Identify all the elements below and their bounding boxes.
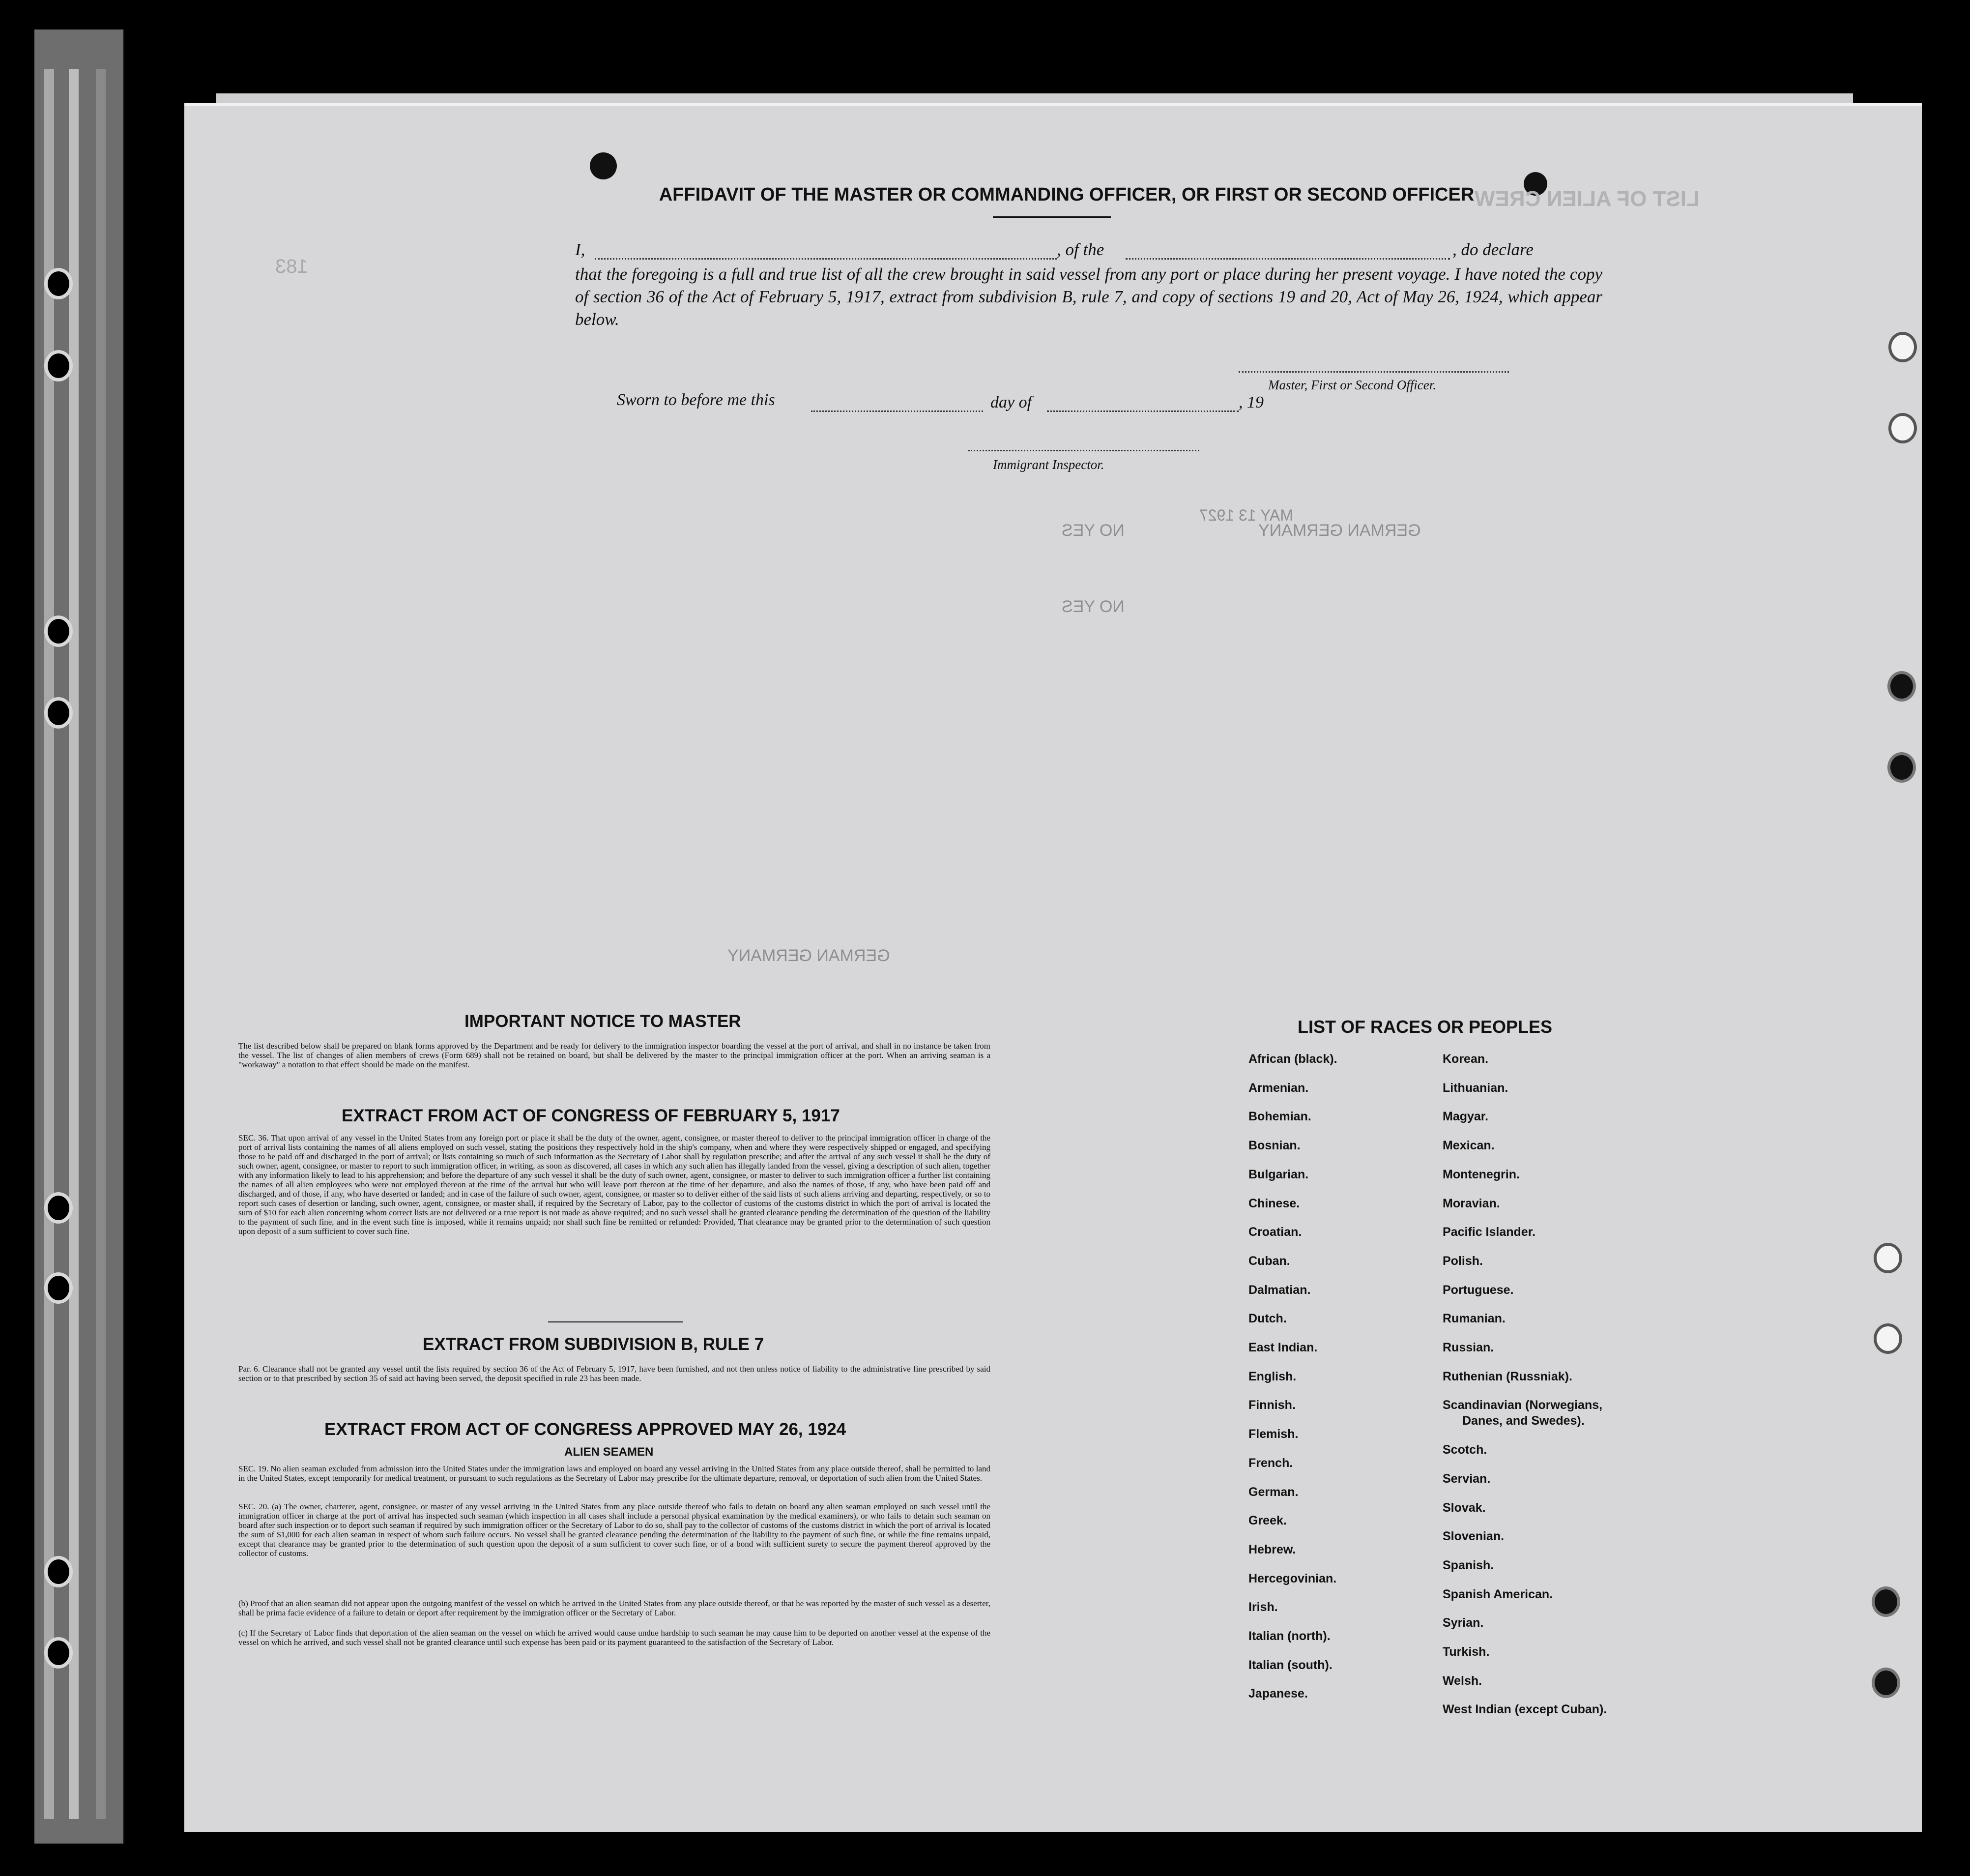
race-item: Italian (north). bbox=[1248, 1629, 1331, 1643]
binder-hole-icon bbox=[44, 1556, 73, 1587]
binder-strip bbox=[44, 69, 54, 1819]
race-item: German. bbox=[1248, 1485, 1299, 1499]
act-1917-text: SEC. 36. That upon arrival of any vessel in the United States from any foreign port or place it shall be the duty of the owner, agent, consignee, or master thereof to deliver to the principal immigration officer in charge of the port of arrival lists containing the names of all aliens employed on such vessel, stating the positions they respectively hold in the ship's company, when and where they were respectively shipped or engaged, and specifying those to be paid off and discharged in the port of arrival; or lists containing so much of such information as the Secretary of Labor shall by regulation prescribe; and after the arrival of any such vessel it shall be the duty of such owner, agent, consignee, or master to report to such immigration officer, in writing, as soon as discovered, all cases in which any such alien has illegally landed from the vessel, giving a description of such alien, together with any information likely to lead to his apprehension; and before the departure of any such vessel it shall be the duty of such owner, agent, consignee, or master to deliver to such immigration officer a further list containing the names of all alien employees who were not employed thereon at the time of the arrival but who will leave port thereon at the time of her departure, and also the names of those, if any, who have been paid off and discharged, and of those, if any, who have deserted or landed; and in case of the failure of such owner, agent, consignee, or master so to deliver either of the said lists of such aliens arriving and departing, respectively, or so to report such cases of desertion or landing, such owner, agent, consignee, or master shall, if required by the Secretary of Labor, pay to the collector of customs of the customs district in which the port of arrival is located the sum of $10 for each alien concerning whom correct lists are not delivered or a true report is not made as above required; and no such vessel shall be granted clearance pending the determination of the question of the liability to the payment of such fine, and in the event such fine is imposed, while it remains unpaid; nor shall such fine be remitted or refunded: Provided, That clearance may be granted prior to the determination of such question upon deposit of a sum sufficient to cover such fine. bbox=[238, 1133, 990, 1236]
race-item: Servian. bbox=[1443, 1471, 1491, 1486]
binder-hole-icon bbox=[44, 268, 73, 299]
race-item: East Indian. bbox=[1248, 1341, 1318, 1354]
officer-signature-field[interactable] bbox=[1239, 371, 1509, 373]
race-item: Japanese. bbox=[1248, 1687, 1308, 1701]
race-item: Ruthenian (Russniak). bbox=[1443, 1369, 1572, 1383]
inspector-caption: Immigrant Inspector. bbox=[993, 457, 1104, 472]
race-item: Croatian. bbox=[1248, 1225, 1302, 1239]
binder-strip bbox=[96, 69, 106, 1819]
act-1917-title: EXTRACT FROM ACT OF CONGRESS OF FEBRUARY 5, 1917 bbox=[342, 1106, 840, 1125]
sworn-month-field[interactable] bbox=[1047, 410, 1239, 412]
punch-hole-icon bbox=[1872, 1668, 1900, 1698]
race-item: Spanish. bbox=[1443, 1558, 1494, 1572]
affidavit-body: that the foregoing is a full and true list of all the crew brought in said vessel from any port or place during her present voyage. I have noted the copy of section 36 of the Act of February 5, 1917, extract from subdivision B, rule 7, and copy of sections 19 and 20, Act of May 26, 1924, which appear below. bbox=[575, 264, 1602, 329]
race-item: Slovenian. bbox=[1443, 1529, 1505, 1544]
binder-hole-icon bbox=[44, 1637, 73, 1669]
bleed-number: 183 bbox=[275, 256, 308, 277]
race-item: Bulgarian. bbox=[1248, 1167, 1309, 1181]
race-item: Rumanian. bbox=[1443, 1312, 1506, 1326]
officer-caption: Master, First or Second Officer. bbox=[1268, 378, 1436, 392]
race-item: Magyar. bbox=[1443, 1110, 1489, 1124]
race-item: Bohemian. bbox=[1248, 1110, 1311, 1124]
document-sheet bbox=[184, 103, 1922, 1832]
races-title: LIST OF RACES OR PEOPLES bbox=[1298, 1017, 1553, 1037]
race-item: Moravian. bbox=[1443, 1196, 1500, 1210]
bleed-nationality: GERMAN GERMANY bbox=[1258, 521, 1421, 540]
affidavit-title: AFFIDAVIT OF THE MASTER OR COMMANDING OFFICER, OR FIRST OR SECOND OFFICER bbox=[659, 184, 1475, 205]
rule-7-title: EXTRACT FROM SUBDIVISION B, RULE 7 bbox=[423, 1335, 764, 1354]
race-item: Syrian. bbox=[1443, 1616, 1484, 1630]
race-item: Finnish. bbox=[1248, 1398, 1296, 1412]
punch-hole-icon bbox=[1874, 1323, 1902, 1354]
divider bbox=[548, 1321, 683, 1322]
day-of-label: day of bbox=[990, 393, 1032, 411]
race-item: Dutch. bbox=[1248, 1312, 1287, 1326]
race-item: Armenian. bbox=[1248, 1081, 1309, 1095]
act-1924-sec-20b: (b) Proof that an alien seaman did not appear upon the outgoing manifest of the vessel on which he arrived in the United States from any place outside thereof, or that he was reported by the master of such vessel as a deserter, shall be prima facie evidence of a failure to detain or deport after requirement by the immigration officer or the Secretary of Labor. bbox=[238, 1599, 990, 1617]
race-item: Pacific Islander. bbox=[1443, 1225, 1535, 1239]
affidavit-declare-label: , do declare bbox=[1452, 240, 1534, 259]
act-1924-subtitle: ALIEN SEAMEN bbox=[564, 1445, 654, 1459]
race-item: Italian (south). bbox=[1248, 1658, 1333, 1672]
race-item: Spanish American. bbox=[1443, 1587, 1553, 1601]
race-item: Mexican. bbox=[1443, 1139, 1495, 1153]
race-item: African (black). bbox=[1248, 1052, 1337, 1066]
race-item: Lithuanian. bbox=[1443, 1081, 1508, 1095]
binder-strip bbox=[69, 69, 79, 1819]
bleed-answer: NO YES bbox=[1062, 521, 1125, 540]
race-item: Cuban. bbox=[1248, 1254, 1290, 1268]
race-item: Hercegovinian. bbox=[1248, 1571, 1337, 1585]
sworn-label: Sworn to before me this bbox=[617, 391, 775, 409]
inspector-signature-field[interactable] bbox=[968, 450, 1199, 451]
bleed-answer: NO YES bbox=[1062, 597, 1125, 616]
race-item: English. bbox=[1248, 1369, 1297, 1383]
race-item: Flemish. bbox=[1248, 1427, 1299, 1441]
divider bbox=[993, 216, 1111, 218]
act-1924-sec-20c: (c) If the Secretary of Labor finds that deportation of the alien seaman on the vessel on which he arrived would cause undue hardship to such seaman he may cause him to be deported on another vessel at the expense of the vessel on which he arrived, and such vessel shall not be granted clearance until such expense has been paid or its payment guaranteed to the satisfaction of the Secretary of Labor. bbox=[238, 1628, 990, 1647]
act-1924-sec-19: SEC. 19. No alien seaman excluded from admission into the United States under the immigration laws and employed on board any vessel arriving in the United States from any place outside thereof, shall be permitted to land in the United States, except temporarily for medical treatment, or pursuant to such regulations as the Secretary of Labor may prescribe for the ultimate departure, removal, or deportation of such alien from the United States. bbox=[238, 1464, 990, 1483]
race-item: French. bbox=[1248, 1456, 1293, 1470]
race-item: Polish. bbox=[1443, 1254, 1483, 1268]
bleed-nationality: GERMAN GERMANY bbox=[727, 946, 890, 965]
race-item: Scandinavian (Norwegians, bbox=[1443, 1398, 1603, 1412]
bleed-stamp-date: MAY 13 1927 bbox=[1199, 506, 1293, 524]
race-item: Scotch. bbox=[1443, 1443, 1487, 1457]
act-1924-sec-20a: SEC. 20. (a) The owner, charterer, agent, consignee, or master of any vessel arriving in the United States from any place outside thereof who fails to detain on board any alien seaman employed on such vessel until the immigration officer in charge at the port of arrival has inspected such seaman (which inspection in all cases shall include a personal physical examination by the medical examiners), or who fails to detain such seaman on board after such inspection or to deport such seaman if required by such immigration officer or the Secretary of Labor to do so, shall pay to the collector of customs of the customs district in which the port of arrival is located the sum of $1,000 for each alien seaman in respect of whom such failure occurs. No vessel shall be granted clearance pending the determination of the liability to the payment of such fine, or while the fine remains unpaid, except that clearance may be granted prior to the determination of such question upon the deposit of a sum sufficient to cover such fine, or of a bond with sufficient surety to secure the payment thereof approved by the collector of customs. bbox=[238, 1502, 990, 1558]
rule-7-text: Par. 6. Clearance shall not be granted any vessel until the lists required by section 36 of the Act of February 5, 1917, have been furnished, and not then unless notice of liability to the administrative fine prescribed by said section or to that prescribed by section 35 of said act having been served, the deposit specified in rule 23 has been made. bbox=[238, 1364, 990, 1383]
binder-hole-icon bbox=[44, 350, 73, 381]
race-item: Danes, and Swedes). bbox=[1462, 1414, 1585, 1428]
binder-hole-icon bbox=[44, 1272, 73, 1304]
race-item: Russian. bbox=[1443, 1341, 1494, 1354]
race-item: Irish. bbox=[1248, 1600, 1278, 1614]
binder-hole-icon bbox=[44, 697, 73, 729]
seal-icon bbox=[590, 152, 617, 179]
act-1924-title: EXTRACT FROM ACT OF CONGRESS APPROVED MAY 26, 1924 bbox=[324, 1420, 846, 1439]
sworn-day-field[interactable] bbox=[811, 410, 983, 412]
race-item: Dalmatian. bbox=[1248, 1283, 1311, 1297]
race-item: West Indian (except Cuban). bbox=[1443, 1702, 1607, 1717]
punch-hole-icon bbox=[1872, 1586, 1900, 1617]
notice-text: The list described below shall be prepared on blank forms approved by the Department and be ready for delivery to the immigration inspector boarding the vessel at the port of arrival, and shall in no instance be taken from the vessel. The list of changes of alien members of crews (Form 689) shall not be retained on board, but shall be delivered by the master to the principal immigration officer at the port. When an arriving seaman is a "workaway" a notation to that effect should be made on the manifest. bbox=[238, 1041, 990, 1069]
notice-title: IMPORTANT NOTICE TO MASTER bbox=[464, 1012, 741, 1031]
punch-hole-icon bbox=[1888, 413, 1917, 443]
binder-hole-icon bbox=[44, 1192, 73, 1224]
affidavit-of-the-label: , of the bbox=[1057, 240, 1104, 259]
race-item: Montenegrin. bbox=[1443, 1167, 1520, 1181]
race-item: Bosnian. bbox=[1248, 1139, 1301, 1153]
race-item: Turkish. bbox=[1443, 1645, 1490, 1659]
vessel-name-field[interactable] bbox=[1126, 258, 1450, 260]
affidavit-i-label: I, bbox=[575, 240, 585, 259]
binder-hole-icon bbox=[44, 616, 73, 647]
master-name-field[interactable] bbox=[595, 258, 1057, 260]
punch-hole-icon bbox=[1887, 671, 1916, 702]
race-item: Portuguese. bbox=[1443, 1283, 1514, 1297]
race-item: Hebrew. bbox=[1248, 1542, 1296, 1556]
punch-hole-icon bbox=[1874, 1243, 1902, 1273]
race-item: Korean. bbox=[1443, 1052, 1489, 1066]
race-item: Slovak. bbox=[1443, 1500, 1486, 1515]
race-item: Greek. bbox=[1248, 1514, 1287, 1528]
race-item: Welsh. bbox=[1443, 1673, 1482, 1688]
bleed-list-header: LIST OF ALIEN CREW bbox=[1475, 187, 1700, 211]
punch-hole-icon bbox=[1888, 332, 1917, 362]
punch-hole-icon bbox=[1887, 752, 1916, 783]
year-label: , 19 bbox=[1239, 393, 1264, 411]
race-item: Chinese. bbox=[1248, 1196, 1300, 1210]
